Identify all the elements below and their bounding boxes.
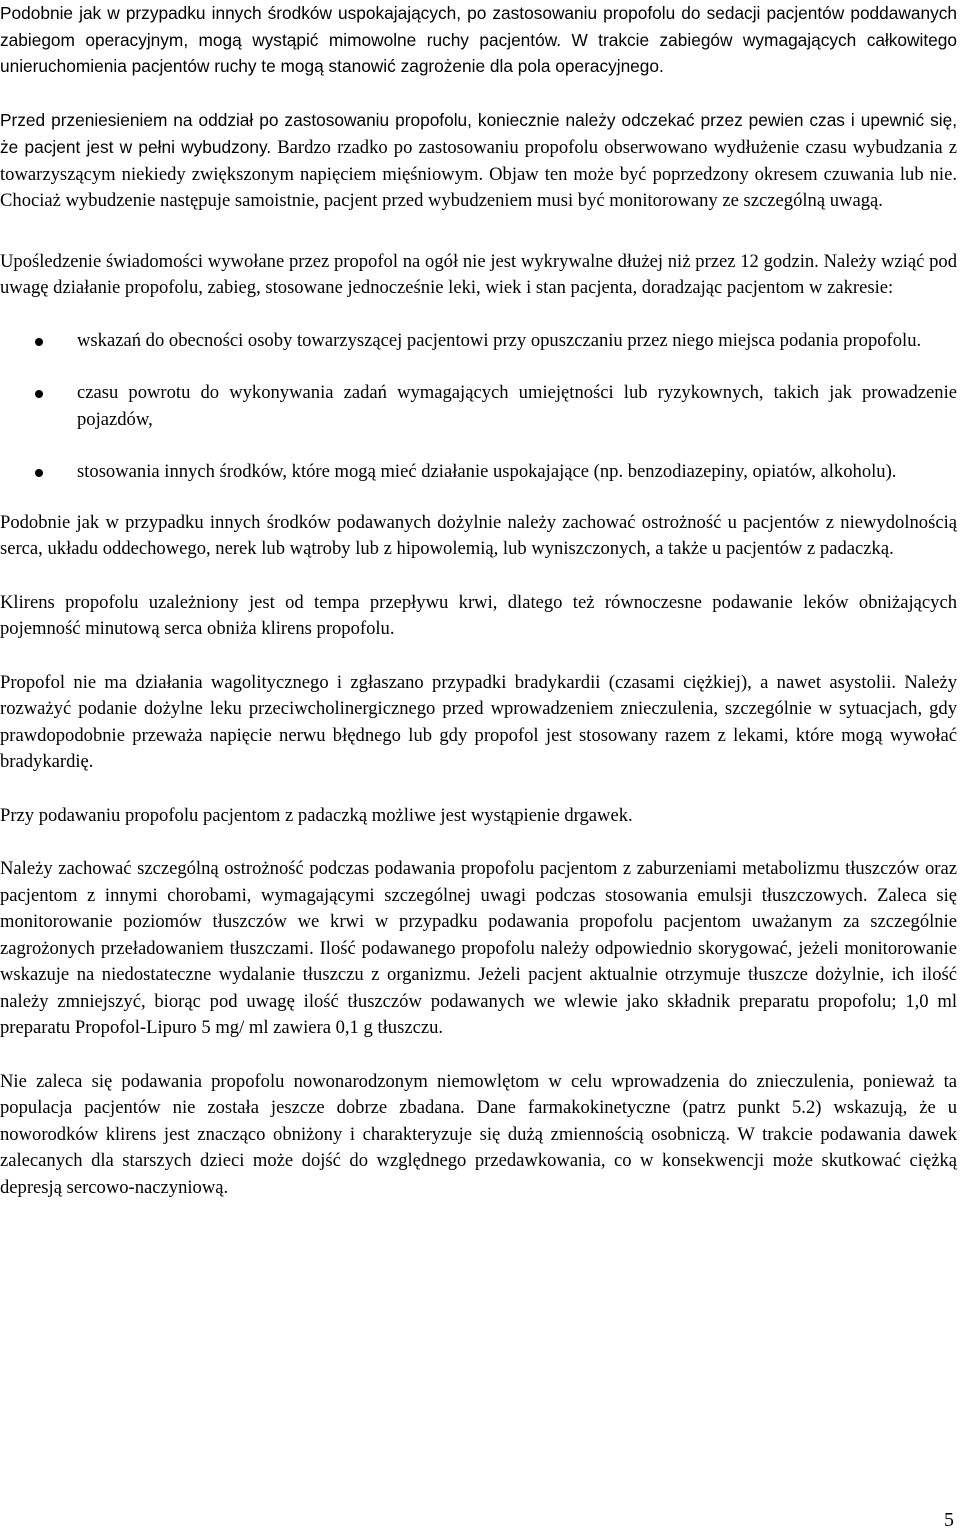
paragraph-caution-iv: Podobnie jak w przypadku innych środków podawanych dożylnie należy zachować ostrożność u pacjentów z niewydolnością serca, układu oddechowego, nerek lub wątroby lub z hipowolemią, lub wyniszczonych, a także u pacjentów z padaczką. <box>0 511 957 559</box>
list-item <box>0 380 957 433</box>
list-item <box>0 459 957 486</box>
paragraph-fat-metabolism: Należy zachować szczególną ostrożność podczas podawania propofolu pacjentom z zaburzeniami metabolizmu tłuszczów oraz pacjentom z innymi chorobami, wymagającymi szczególnej uwagi podczas stosowania emulsji tłuszczowych. Zaleca się monitorowanie poziomów tłuszczów we krwi w przypadku podawania propofolu pacjentom uważanym za szczególnie zagrożonych przeładowaniem tłuszczami. Ilość podawanego propofolu należy odpowiednio skorygować, jeżeli monitorowanie wskazuje na niedostateczne wydalanie tłuszczu z organizmu. Jeżeli pacjent aktualnie otrzymuje tłuszcze dożylnie, ich ilość należy zmniejszyć, biorąc pod uwagę ilość tłuszczów podawanych we wlewie jako składnik preparatu propofolu; 1,0 ml preparatu Propofol-Lipuro 5 mg/ ml zawiera 0,1 g tłuszczu. <box>0 858 957 1038</box>
bullet-icon <box>35 338 43 346</box>
paragraph-involuntary-movements: Podobnie jak w przypadku innych środków uspokajających, po zastosowaniu propofolu do sedacji pacjentów poddawanych zabiegom operacyjnym, mogą wystąpić mimowolne ruchy pacjentów. W trakcie zabiegów wymagających całkowitego unieruchomienia pacjentów ruchy te mogą stanowić zagrożenie dla pola operacyjnego. <box>0 3 957 76</box>
bullet-icon <box>35 390 43 398</box>
list-item-text: wskazań do obecności osoby towarzyszącej pacjentowi przy opuszczaniu przez niego miejsca podania propofolu. <box>77 329 922 351</box>
advice-list <box>0 328 957 486</box>
paragraph-epilepsy: Przy podawaniu propofolu pacjentom z padaczką możliwe jest wystąpienie drgawek. <box>0 804 633 826</box>
bullet-icon <box>35 469 43 477</box>
page-number: 5 <box>944 1509 954 1531</box>
paragraph-neonates: Nie zaleca się podawania propofolu nowonarodzonym niemowlętom w celu wprowadzenia do znieczulenia, ponieważ ta populacja pacjentów nie została jeszcze dobrze zbadana. Dane farmakokinetyczne (patrz punkt 5.2) wskazują, że u noworodków klirens jest znacząco obniżony i charakteryzuje się dużą zmiennością osobniczą. W trakcie podawania dawek zalecanych dla starszych dzieci może dojść do względnego przedawkowania, co w konsekwencji może skutkować ciężką depresją sercowo-naczyniową. <box>0 1070 957 1198</box>
paragraph-bradycardia: Propofol nie ma działania wagolitycznego i zgłaszano przypadki bradykardii (czasami ciężkiej), a nawet asystolii. Należy rozważyć podanie dożylne leku przeciwcholinergicznego przed wprowadzeniem znieczulenia, szczególnie w sytuacjach, gdy prawdopodobnie przeważa napięcie nerwu błędnego lub gdy propofol jest stosowany razem z lekami, które mogą wywołać bradykardię. <box>0 671 957 772</box>
paragraph-recovery-lead: Przed przeniesieniem na oddział po zastosowaniu propofolu, koniecznie należy odczekać przez pewien czas i upewnić się, że pacjent jest w pełni wybudzony. <box>0 109 957 157</box>
list-item-text: czasu powrotu do wykonywania zadań wymagających umiejętności lub ryzykownych, takich jak prowadzenie pojazdów, <box>77 382 957 430</box>
list-item <box>0 328 957 355</box>
paragraph-impaired-consciousness: Upośledzenie świadomości wywołane przez propofol na ogół nie jest wykrywalne dłużej niż przez 12 godzin. Należy wziąć pod uwagę działanie propofolu, zabieg, stosowane jednocześnie leki, wiek i stan pacjenta, doradzając pacjentom w zakresie: <box>0 250 957 298</box>
list-item-text: stosowania innych środków, które mogą mieć działanie uspokajające (np. benzodiazepiny, opiatów, alkoholu). <box>77 461 897 482</box>
paragraph-recovery-body: Bardzo rzadko po zastosowaniu propofolu obserwowano wydłużenie czasu wybudzania z towarzyszącym niekiedy zwiększonym napięciem mięśniowym. Objaw ten może być poprzedzony okresem czuwania lub nie. Chociaż wybudzenie następuje samoistnie, pacjent przed wybudzeniem musi być monitorowany ze szczególną uwagą. <box>0 137 957 211</box>
paragraph-recovery <box>0 107 957 215</box>
paragraph-clearance: Klirens propofolu uzależniony jest od tempa przepływu krwi, dlatego też równoczesne podawanie leków obniżających pojemność minutową serca obniża klirens propofolu. <box>0 591 957 639</box>
